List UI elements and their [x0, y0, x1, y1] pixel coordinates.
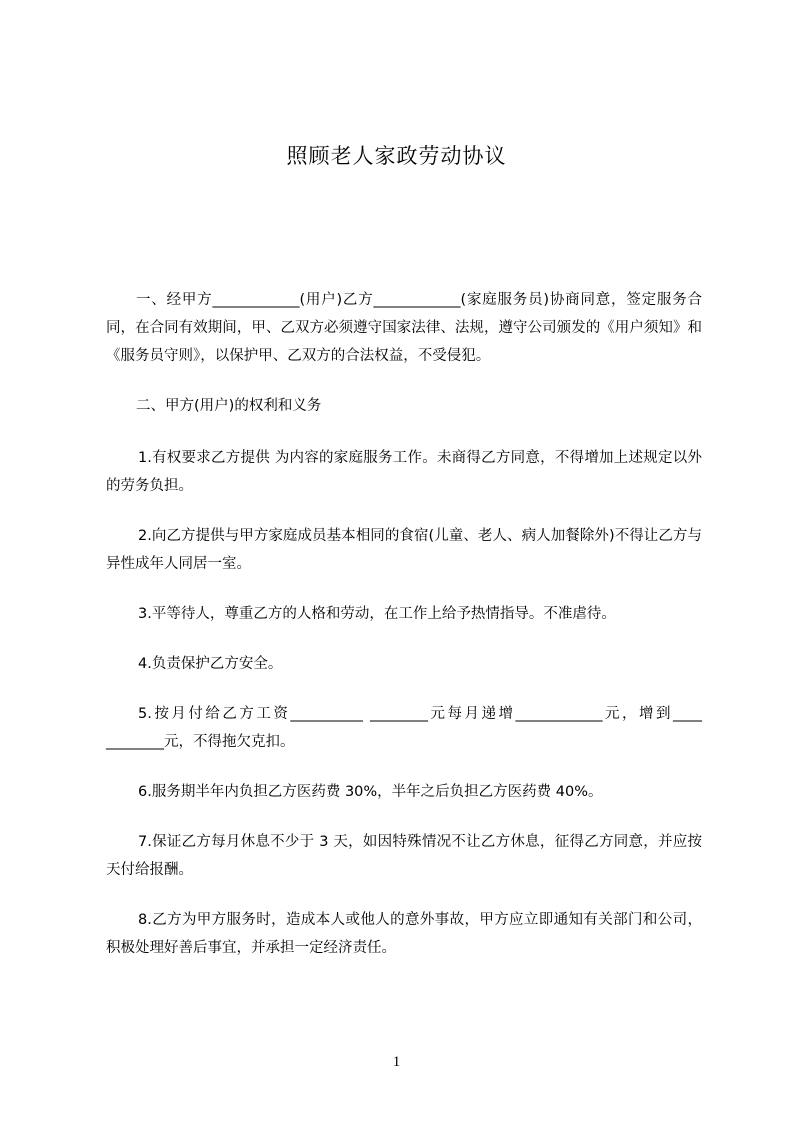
clause-4: 4.负责保护乙方安全。	[138, 656, 283, 672]
clause-1: 1.有权要求乙方提供 为内容的家庭服务工作。未商得乙方同意，不得增加上述规定以外的劳务负担。	[106, 450, 702, 494]
document-body	[106, 286, 702, 984]
clause-5: 5.按月付给乙方工资__________ ________元每月递增____________元，增到____ ________元，不得拖欠克扣。	[106, 706, 702, 750]
clause-2: 2.向乙方提供与甲方家庭成员基本相同的食宿(儿童、老人、病人加餐除外)不得让乙方与异性成年人同居一室。	[106, 528, 702, 572]
clause-7: 7.保证乙方每月休息不少于 3 天，如因特殊情况不让乙方休息，征得乙方同意，并应按天付给报酬。	[106, 834, 702, 878]
paragraph-intro: 一、经甲方____________(用户)乙方____________(家庭服务员)协商同意，签定服务合同，在合同有效期间，甲、乙双方必须遵守国家法律、法规，遵守公司颁发的《用户须知》和《服务员守则》，以保护甲、乙双方的合法权益，不受侵犯。	[106, 292, 702, 364]
clause-8: 8.乙方为甲方服务时，造成本人或他人的意外事故，甲方应立即通知有关部门和公司，积极处理好善后事宜，并承担一定经济责任。	[106, 912, 702, 956]
document-title: 照顾老人家政劳动协议	[286, 144, 507, 168]
section-heading-party-a: 二、甲方(用户)的权利和义务	[136, 398, 322, 414]
clause-6: 6.服务期半年内负担乙方医药费 30%，半年之后负担乙方医药费 40%。	[138, 784, 603, 800]
page-number: 1	[392, 1054, 401, 1070]
clause-3: 3.平等待人，尊重乙方的人格和劳动，在工作上给予热情指导。不准虐待。	[138, 606, 616, 622]
